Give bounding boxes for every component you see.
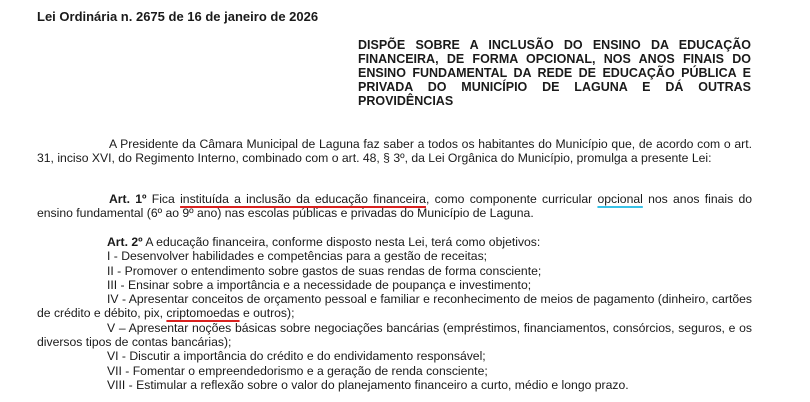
law-ementa: DISPÕE SOBRE A INCLUSÃO DO ENSINO DA EDUCAÇÃO FINANCEIRA, DE FORMA OPCIONAL, NOS ANOS FINAIS DO ENSINO FUNDAMENTAL DA REDE DE EDUCAÇÃO PÚBLICA E PRIVADA DO MUNICÍPIO DE LAGUNA E DÁ OUTRAS PROVIDÊNCIAS <box>358 38 751 108</box>
article-2-heading <box>37 235 752 249</box>
law-title: Lei Ordinária n. 2675 de 16 de janeiro de 2026 <box>37 9 319 24</box>
article-1-text-a: Fica <box>146 192 181 206</box>
objective-item: III - Ensinar sobre a importância e a necessidade de poupança e investimento; <box>107 277 532 292</box>
highlight-red-underline: criptomoedas <box>166 306 240 321</box>
objective-item: II - Promover o entendimento sobre gastos de suas rendas de forma consciente; <box>107 263 542 278</box>
objective-item: VII - Fomentar o empreendedorismo e a geração de renda consciente; <box>107 363 488 378</box>
article-1-text-b: , como componente curricular <box>425 192 598 206</box>
objective-item-iv <box>37 292 752 321</box>
article-2-intro: A educação financeira, conforme disposto nesta Lei, terá como objetivos: <box>142 235 541 249</box>
objective-item: I - Desenvolver habilidades e competências para a gestão de receitas; <box>107 249 488 264</box>
highlight-red-underline: instituída a inclusão da educação financeira <box>180 192 426 206</box>
article-1-text-c: nos anos finais do ensino fundamental (6º ao 9º ano) nas escolas públicas e privadas do Município de Laguna. <box>37 192 753 221</box>
objective-item: V – Apresentar noções básicas sobre negociações bancárias (empréstimos, financiamentos, consórcios, seguros, e os diversos tipos de contas bancárias); <box>37 320 752 350</box>
article-1 <box>37 192 752 221</box>
preamble-paragraph: A Presidente da Câmara Municipal de Laguna faz saber a todos os habitantes do Município que, de acordo com o art. 31, inciso XVI, do Regimento Interno, combinado com o art. 48, § 3º, da Lei Orgânica do Município, promulga a presente Lei: <box>37 137 752 166</box>
article-2 <box>37 235 752 392</box>
objective-item-iv-end: e outros); <box>242 306 295 321</box>
highlight-blue-underline: opcional <box>597 192 643 206</box>
objective-item: VI - Discutir a importância do crédito e do endividamento responsável; <box>107 349 486 364</box>
article-1-label: Art. 1º <box>109 192 147 206</box>
article-2-label: Art. 2º <box>107 235 143 249</box>
objective-item: VIII - Estimular a reflexão sobre o valor do planejamento financeiro a curto, médio e longo prazo. <box>107 377 629 392</box>
objective-item-iv-text: IV - Apresentar conceitos de orçamento pessoal e familiar e reconhecimento de meios de pagamento (dinheiro, cartões de crédito e débito, pix, <box>37 292 752 321</box>
